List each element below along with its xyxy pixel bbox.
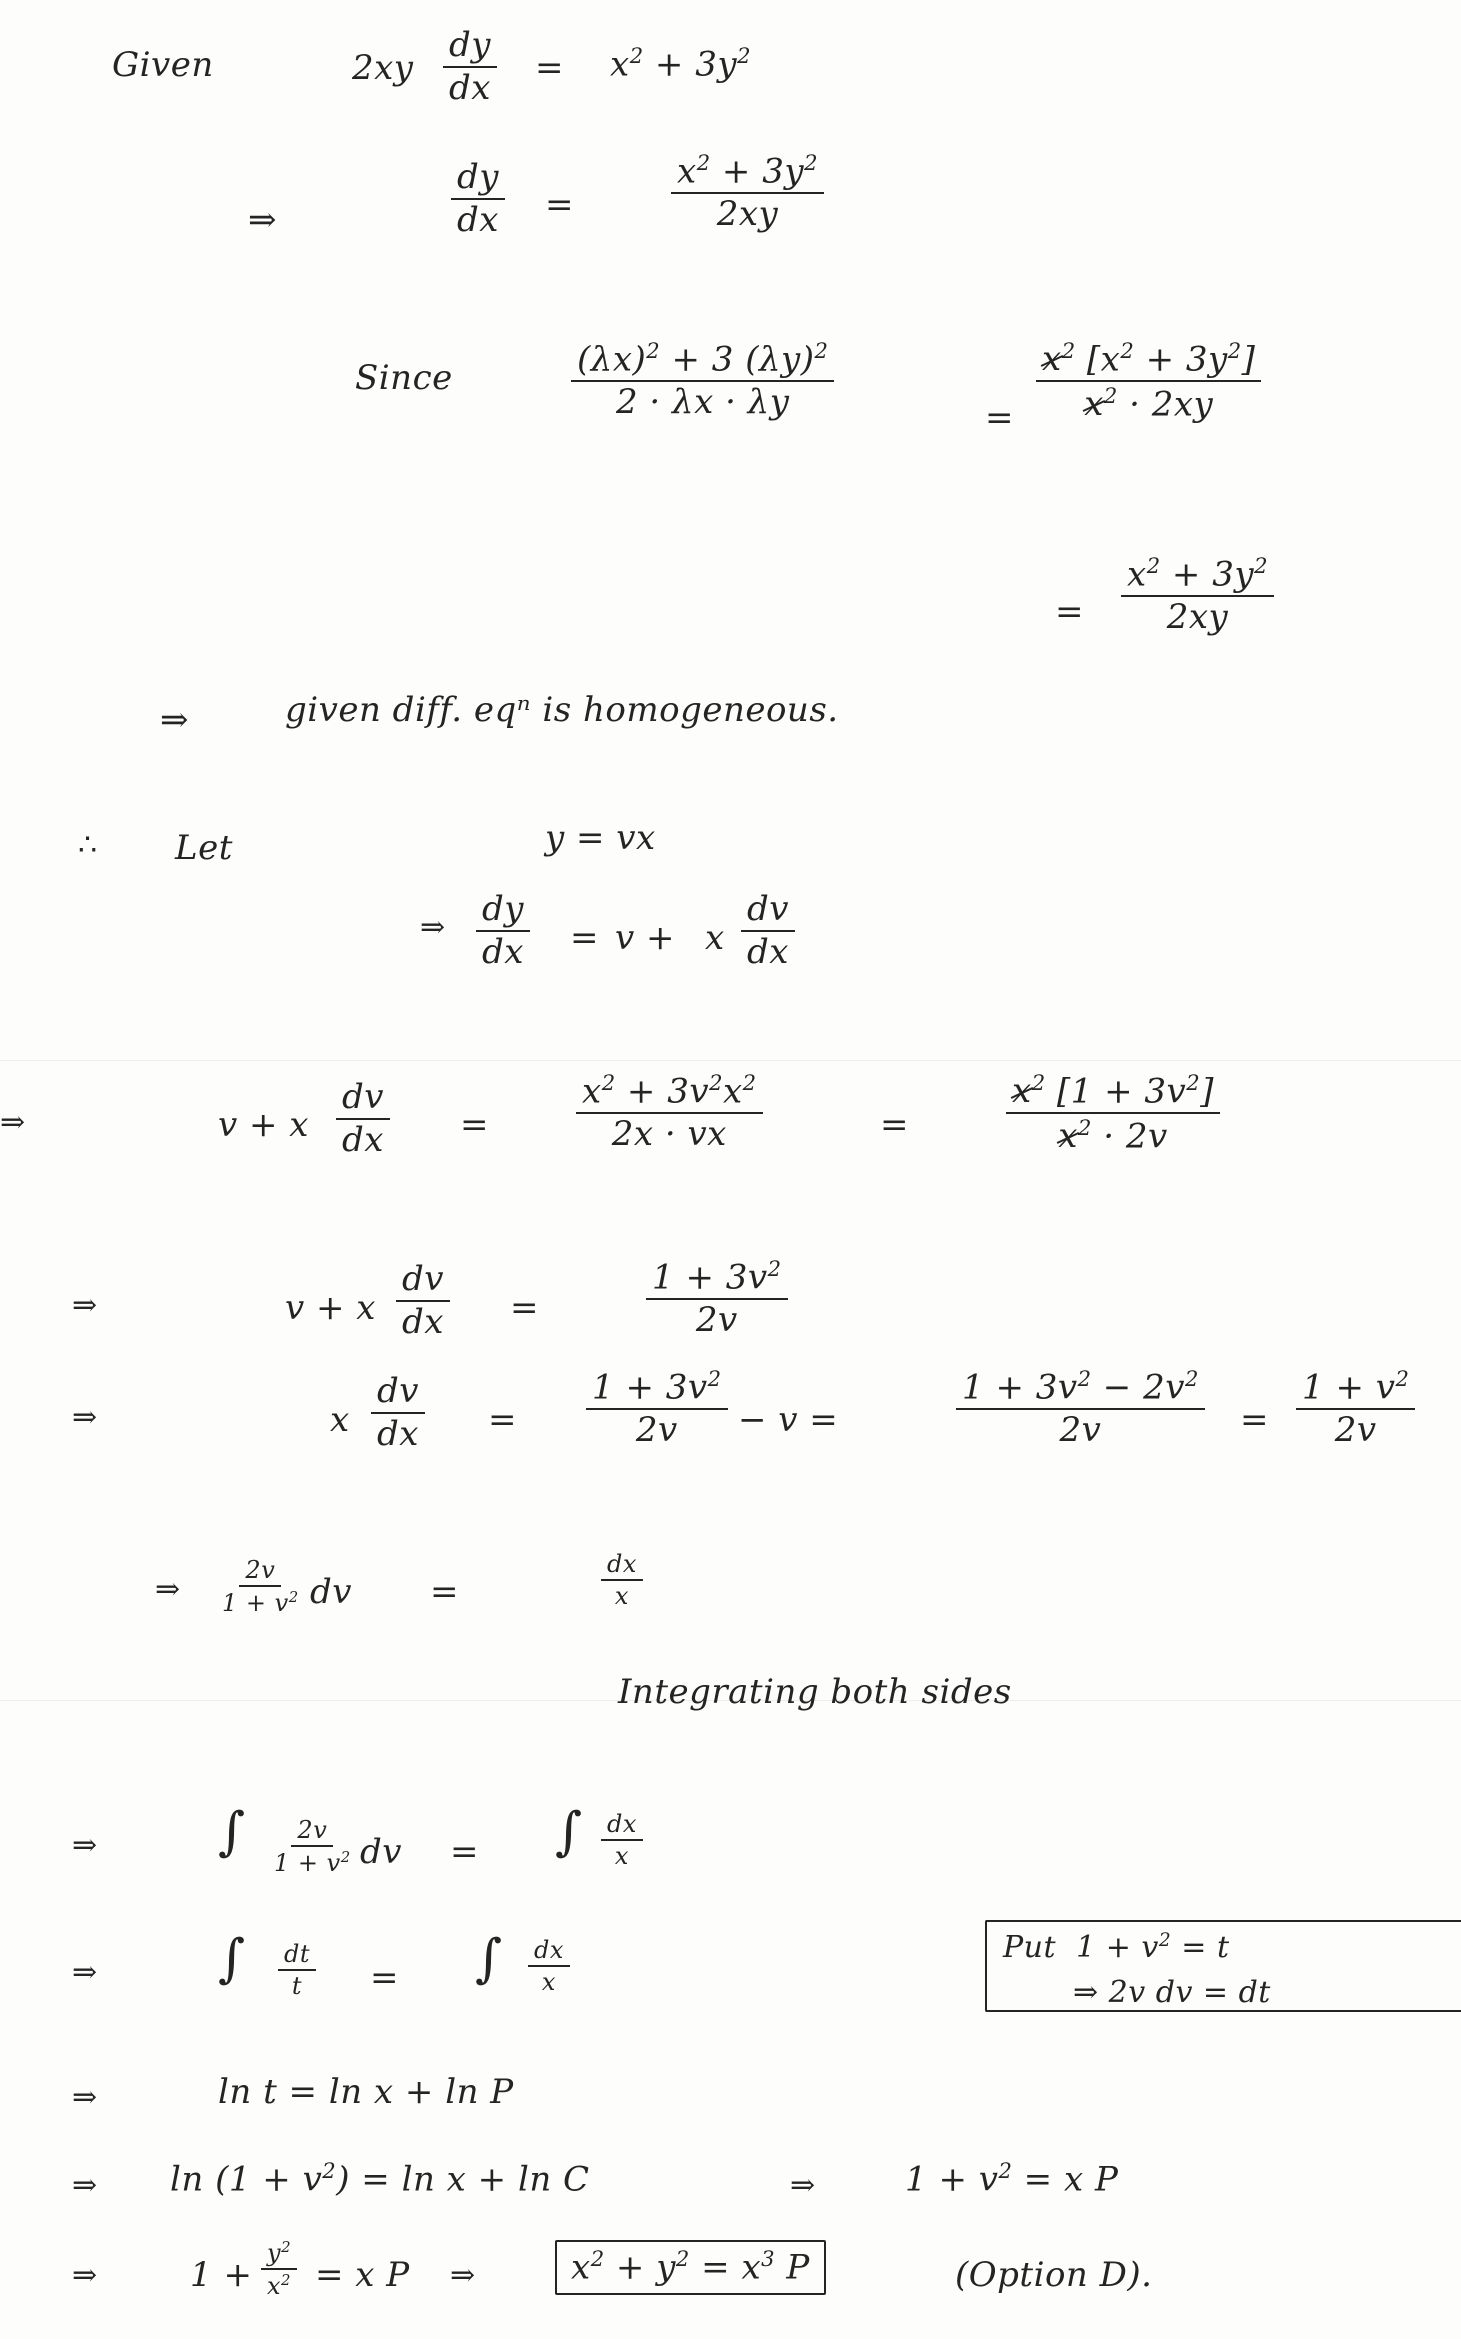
line2-frac-num: dy: [451, 160, 505, 200]
line8-arrow: ⇒: [72, 1288, 98, 1323]
line9-t3-den: 2v: [1334, 1410, 1377, 1451]
substitution-equation: y = vx: [545, 818, 656, 858]
line13-equals: =: [370, 1958, 399, 1998]
line10-dv: dv: [310, 1572, 352, 1612]
line9-lhs-num: dv: [371, 1374, 425, 1414]
line2-rhs-num: $x^2 + 3y^2$: [671, 152, 824, 194]
line9-lhs: x: [330, 1400, 350, 1440]
line6-frac-den: dx: [482, 931, 524, 972]
line13-rhs-frac: [522, 1938, 576, 1995]
line4-arrow: ⇒: [160, 700, 189, 740]
line7-lhs-frac: [330, 1077, 396, 1160]
therefore-symbol: ∴: [78, 828, 98, 863]
line2-rhs-den: 2xy: [716, 194, 779, 235]
line7-mid-den: 2x · vx: [611, 1114, 727, 1155]
since-label: Since: [355, 358, 453, 398]
line6-frac-num: dy: [476, 892, 530, 932]
line3-equals-2: =: [1055, 592, 1084, 632]
line6-lhs: [470, 889, 536, 972]
line7-mid-num: $x^2 + 3v^2x^2$: [576, 1072, 763, 1114]
line6-dvdx: [735, 889, 801, 972]
line15-arrow-2: ⇒: [790, 2168, 816, 2203]
line16-lhs: 1 +: [190, 2255, 253, 2295]
line6-arrow: ⇒: [420, 910, 446, 945]
line9-term3: [1290, 1368, 1421, 1449]
line3-mid-num: $x^2$ $[x^2 + 3y^2]$: [1036, 340, 1261, 382]
line9-lhs-den: dx: [377, 1413, 419, 1454]
line10-rhs-den: x: [614, 1582, 629, 1611]
line10-lhs-frac: [210, 1558, 311, 1616]
line6-rhs-num: dv: [741, 892, 795, 932]
integral-sign-3: ∫: [218, 1929, 246, 1989]
line12-equals: =: [450, 1832, 479, 1872]
line7-equals-1: =: [460, 1105, 489, 1145]
line3-lhs: [565, 340, 840, 421]
line10-rhs-num: dx: [601, 1552, 643, 1581]
line16-equals: = x P: [315, 2255, 410, 2295]
line9-equals-2: =: [1240, 1400, 1269, 1440]
line1-rhs: $x^2 + 3y^2$: [610, 43, 751, 85]
line13-rhs-num: dx: [528, 1938, 570, 1967]
line10-arrow: ⇒: [155, 1572, 181, 1607]
line16-lhs-den: $x^2$: [267, 2271, 292, 2301]
line3-mid: [1030, 340, 1267, 423]
line9-minus-v: − v =: [738, 1400, 839, 1440]
line6-rhs-den: dx: [747, 931, 789, 972]
line10-lhs-den: $1 + v^2$: [222, 1588, 299, 1618]
line2-frac-den: dx: [457, 199, 499, 240]
line1-derivative: [437, 25, 503, 108]
line2-rhs: [665, 152, 830, 233]
line10-equals: =: [430, 1572, 459, 1612]
line2-arrow: ⇒: [248, 200, 277, 240]
line3-rhs-den: 2xy: [1166, 597, 1229, 638]
line14-arrow: ⇒: [72, 2080, 98, 2115]
line8-lhs-den: dx: [402, 1301, 444, 1342]
line7-equals-2: =: [880, 1105, 909, 1145]
line9-t3-num: $1 + v^2$: [1296, 1368, 1415, 1410]
line10-rhs-frac: [595, 1552, 649, 1609]
line9-t2-den: 2v: [1059, 1410, 1102, 1451]
line10-lhs-num: 2v: [239, 1558, 281, 1587]
line3-lhs-num: $(\lambda x)^2 + 3$ $(\lambda y)^2$: [571, 340, 834, 382]
line13-rhs-den: x: [541, 1968, 556, 1997]
line12-lhs-den: $1 + v^2$: [274, 1848, 351, 1878]
line13-lhs-den: t: [291, 1972, 303, 2001]
line3-lhs-den: 2 · λx · λy: [615, 382, 790, 423]
line8-lhs-num: dv: [396, 1262, 450, 1302]
line9-lhs-frac: [365, 1371, 431, 1454]
homogeneous-statement: given diff. eqⁿ is homogeneous.: [285, 690, 839, 730]
line6-equals: =: [570, 918, 599, 958]
line12-rhs-num: dx: [601, 1812, 643, 1841]
line7-rhs-den: $x^2 \cdot 2v$: [1058, 1115, 1168, 1157]
final-answer-box: $x^2 + y^2 = x^3$ P: [555, 2240, 826, 2295]
integral-sign-2: ∫: [555, 1802, 583, 1862]
line8-rhs-num: $1 + 3v^2$: [646, 1258, 788, 1300]
line9-term1: [580, 1368, 734, 1449]
line15-equation: $\ln (1 + v^2) = \ln x + \ln C$: [170, 2158, 590, 2200]
line2-equals: =: [545, 185, 574, 225]
line13-lhs-num: dt: [278, 1942, 316, 1971]
line3-rhs: [1115, 555, 1280, 636]
line9-t1-num: $1 + 3v^2$: [586, 1368, 728, 1410]
option-label: (Option D).: [955, 2255, 1153, 2295]
line16-lhs-num: $y^2$: [261, 2240, 297, 2270]
integrating-note: Integrating both sides: [618, 1672, 1012, 1712]
line9-equals-1: =: [488, 1400, 517, 1440]
substitution-note-box: [985, 1920, 1461, 2012]
line16-arrow: ⇒: [72, 2258, 98, 2293]
faint-rule: [0, 1060, 1461, 1061]
line16-arrow-2: ⇒: [450, 2258, 476, 2293]
line14-equation: ln t = ln x + ln P: [218, 2072, 514, 2112]
line7-lhs-den: dx: [342, 1119, 384, 1160]
line7-arrow: ⇒: [0, 1105, 26, 1140]
line9-arrow: ⇒: [72, 1400, 98, 1435]
line1-lhs: 2xy: [352, 48, 414, 88]
line6-v-term: v +: [615, 918, 676, 958]
line1-equals: =: [535, 48, 564, 88]
line7-rhs-num: $x^2$ $[1 + 3v^2]$: [1006, 1072, 1220, 1114]
note-line-1: Put $1 + v^2 = t$: [1003, 1930, 1230, 1965]
line8-equals: =: [510, 1288, 539, 1328]
line15-arrow: ⇒: [72, 2168, 98, 2203]
line6-x-term: x: [705, 918, 725, 958]
line16-lhs-frac: [255, 2240, 303, 2299]
integral-sign-1: ∫: [218, 1802, 246, 1862]
line12-rhs-frac: [595, 1812, 649, 1869]
line3-mid-den: $x^2 \cdot 2xy$: [1084, 383, 1214, 425]
line8-lhs: v + x: [285, 1288, 376, 1328]
line7-rhs: [1000, 1072, 1226, 1155]
line12-rhs-den: x: [614, 1842, 629, 1871]
given-label: Given: [112, 45, 214, 85]
line7-lhs: v + x: [218, 1105, 309, 1145]
line9-t2-num: $1 + 3v^2 - 2v^2$: [956, 1368, 1205, 1410]
line8-rhs-den: 2v: [695, 1300, 738, 1341]
line8-lhs-frac: [390, 1259, 456, 1342]
line12-lhs-num: 2v: [291, 1818, 333, 1847]
line3-equals-1: =: [985, 398, 1014, 438]
line1-frac-den: dx: [449, 67, 491, 108]
line12-lhs-frac: [262, 1818, 363, 1876]
line9-term2: [950, 1368, 1211, 1449]
line1-frac-num: dy: [443, 28, 497, 68]
line15-result: $1 + v^2 = x$ P: [905, 2158, 1119, 2200]
line13-arrow: ⇒: [72, 1955, 98, 1990]
line13-lhs-frac: [272, 1942, 322, 1999]
line3-rhs-num: $x^2 + 3y^2$: [1121, 555, 1274, 597]
line9-t1-den: 2v: [635, 1410, 678, 1451]
let-label: Let: [175, 828, 233, 868]
line12-arrow: ⇒: [72, 1828, 98, 1863]
line7-mid: [570, 1072, 769, 1153]
note-line-2: ⇒ 2v dv = dt: [1073, 1975, 1271, 2010]
line7-lhs-num: dv: [336, 1080, 390, 1120]
line2-lhs: [445, 157, 511, 240]
integral-sign-4: ∫: [475, 1929, 503, 1989]
line12-dv: dv: [360, 1832, 402, 1872]
line8-rhs: [640, 1258, 794, 1339]
